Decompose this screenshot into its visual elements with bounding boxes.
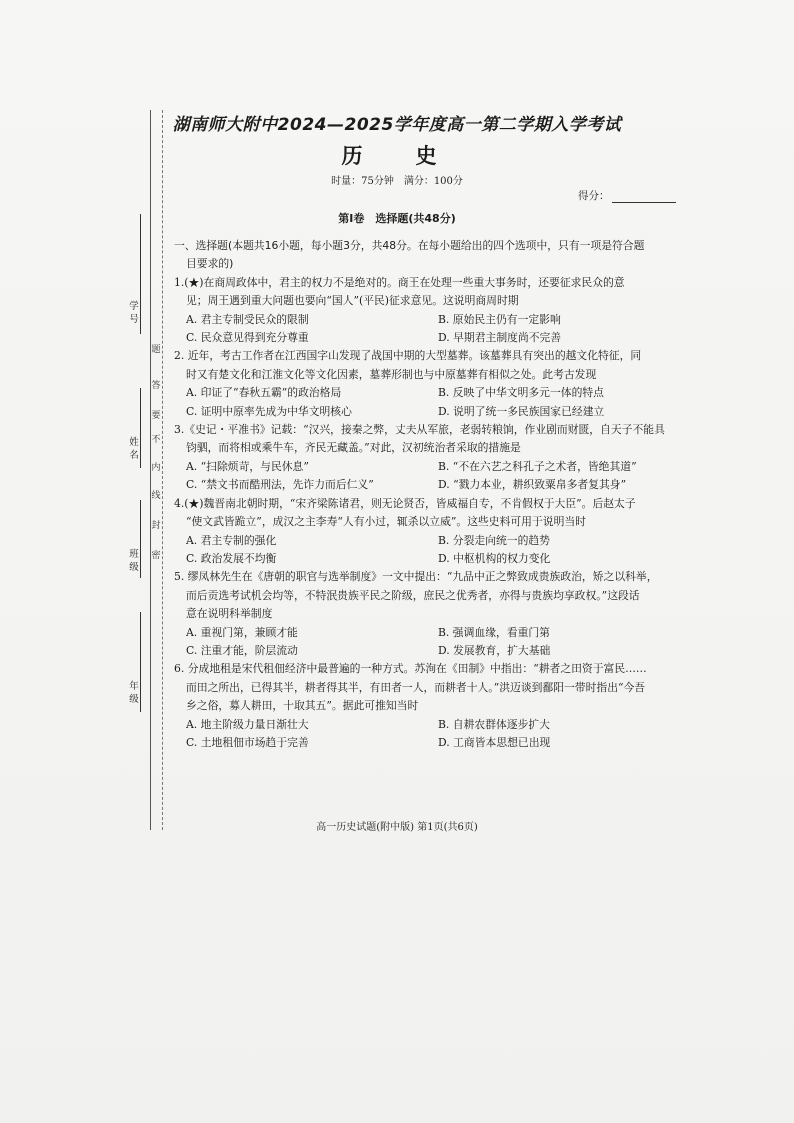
score-blank[interactable] — [612, 192, 676, 203]
seal-char: 要 — [151, 408, 161, 421]
option-b[interactable]: B. 强调血缘，看重门第 — [438, 625, 550, 639]
question-stem-cont: 时又有楚文化和江淮文化等文化因素，墓葬形制也与中原墓葬有相似之处。此考古发现 — [186, 367, 597, 381]
question-stem: 2. 近年，考古工作者在江西国字山发现了战国中期的大型墓葬。该墓葬具有突出的越文化特征，同 — [174, 349, 642, 363]
option-a[interactable]: A. 重视门第，兼顾才能 — [186, 625, 298, 639]
question-stem: 3.《史记・平准书》记载：“汉兴，接秦之弊，丈夫从军旅，老弱转粮饷，作业剧而财匮，自天子不能具 — [174, 423, 665, 437]
question-list — [174, 237, 668, 752]
option-d[interactable]: D. 早期君主制度尚不完善 — [438, 331, 562, 345]
section-instructions-cont: 目要求的) — [186, 257, 234, 271]
binding-label: 班级 — [129, 549, 139, 573]
option-a[interactable]: A. 君主专制受民众的限制 — [186, 312, 309, 326]
option-a[interactable]: A. 地主阶级力量日渐壮大 — [186, 717, 309, 731]
score-field[interactable] — [578, 188, 676, 203]
option-b[interactable]: B. “不在六艺之科孔子之术者，皆绝其道” — [438, 459, 637, 473]
option-b[interactable]: B. 自耕农群体逐步扩大 — [438, 717, 550, 731]
binding-underline — [140, 500, 141, 578]
question-stem: 6. 分成地租是宋代租佃经济中最普遍的一种方式。苏洵在《田制》中指出：“耕者之田资于富民…… — [174, 662, 647, 676]
question-stem: 5. 缪凤林先生在《唐朝的职官与选举制度》一文中提出：“九品中正之弊致成贵族政治，矫之以科举， — [174, 570, 658, 584]
question-4 — [174, 495, 668, 569]
binding-label: 年级 — [129, 681, 139, 705]
option-c[interactable]: C. 民众意见得到充分尊重 — [186, 331, 309, 345]
option-d[interactable]: D. 工商皆本思想已出现 — [438, 735, 551, 749]
question-stem-cont: 而后贡选考试机会均等，不特泯贵族平民之阶级，庶民之优秀者，亦得与贵族均享政权。”这段话 — [186, 588, 640, 602]
question-3 — [174, 421, 668, 495]
subject-title: 历 史 — [341, 144, 453, 168]
exam-title: 湖南师大附中2024—2025学年度高一第二学期入学考试 — [172, 115, 622, 135]
option-a[interactable]: A. 印证了“春秋五霸”的政治格局 — [186, 386, 342, 400]
option-d[interactable]: D. 说明了统一多民族国家已经建立 — [438, 404, 605, 418]
seal-char: 封 — [151, 518, 161, 531]
binding-label: 学号 — [129, 301, 139, 325]
page-footer: 高一历史试题(附中版) 第1页(共6页) — [316, 822, 478, 833]
question-stem: 4.(★)魏晋南北朝时期，“宋齐梁陈诸君，则无论贤否，皆威福自专，不肯假权于大臣”。后赵太子 — [174, 496, 636, 510]
seal-char: 线 — [151, 488, 161, 501]
question-stem-cont: 钧驷，而将相或乘牛车，齐民无藏盖。”对此，汉初统治者采取的措施是 — [186, 441, 521, 455]
option-c[interactable]: C. “禁文书而酷刑法，先诈力而后仁义” — [186, 478, 374, 492]
binding-underline — [140, 612, 141, 712]
seal-char: 密 — [151, 548, 161, 561]
binding-underline — [140, 214, 141, 334]
question-1 — [174, 274, 668, 348]
option-a[interactable]: A. “扫除烦苛，与民休息” — [186, 459, 309, 473]
seal-char: 答 — [151, 378, 161, 391]
section-instructions: 一、选择题(本题共16小题，每小题3分，共48分。在每小题给出的四个选项中，只有一项是符合题 — [174, 239, 645, 252]
score-label: 得分： — [578, 190, 610, 202]
option-b[interactable]: B. 原始民主仍有一定影响 — [438, 312, 561, 326]
option-c[interactable]: C. 土地租佃市场趋于完善 — [186, 735, 309, 749]
option-d[interactable]: D. 发展教育，扩大基础 — [438, 643, 551, 657]
binding-label: 姓名 — [129, 437, 139, 461]
question-5 — [174, 568, 668, 660]
question-stem-cont: 见；周王遇到重大问题也要向“国人”(平民)征求意见。这说明商周时期 — [186, 294, 519, 308]
option-b[interactable]: B. 反映了中华文明多元一体的特点 — [438, 386, 604, 400]
seal-char: 内 — [151, 460, 161, 473]
binding-underline — [140, 388, 141, 468]
seal-char: 题 — [151, 342, 161, 355]
option-d[interactable]: D. 中枢机构的权力变化 — [438, 551, 551, 565]
option-d[interactable]: D. “戮力本业，耕织致粟帛多者复其身” — [438, 478, 627, 492]
exam-meta: 时量：75分钟 满分：100分 — [331, 176, 463, 187]
option-a[interactable]: A. 君主专制的强化 — [186, 533, 277, 547]
section-heading: 第Ⅰ卷 选择题(共48分) — [338, 212, 456, 225]
question-stem-cont: “使文武皆跪立”，成汉之主李寿“人有小过，辄杀以立威”。这些史料可用于说明当时 — [186, 515, 586, 529]
question-stem-cont: 而田之所出，已得其半，耕者得其半，有田者一人，而耕者十人。”洪迈谈到鄱阳一带时指出“今吾 — [186, 680, 646, 694]
question-stem-cont: 乡之俗，募人耕田，十取其五”。据此可推知当时 — [186, 699, 419, 713]
question-6 — [174, 660, 668, 752]
option-b[interactable]: B. 分裂走向统一的趋势 — [438, 533, 550, 547]
option-c[interactable]: C. 证明中原率先成为中华文明核心 — [186, 404, 352, 418]
seal-char: 不 — [151, 432, 161, 445]
option-c[interactable]: C. 注重才能，阶层流动 — [186, 643, 298, 657]
question-stem: 1.(★)在商周政体中，君主的权力不是绝对的。商王在处理一些重大事务时，还要征求民众的意 — [174, 275, 625, 289]
option-c[interactable]: C. 政治发展不均衡 — [186, 551, 277, 565]
question-stem-cont: 意在说明科举制度 — [186, 607, 273, 621]
question-2 — [174, 347, 668, 421]
